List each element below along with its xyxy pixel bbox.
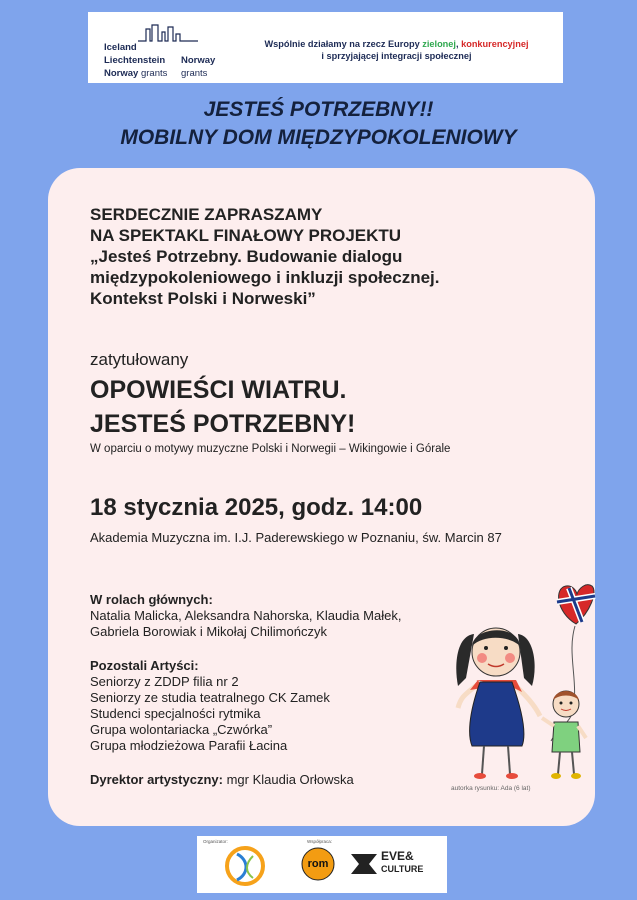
logo-norway-grants xyxy=(104,68,167,79)
artist-item: Studenci specjalności rytmika xyxy=(90,706,261,721)
event-venue: Akademia Muzyczna im. I.J. Paderewskiego w Poznaniu, św. Marcin 87 xyxy=(90,530,502,545)
director-name: mgr Klaudia Orłowska xyxy=(226,772,354,787)
organizer-label: Organizator: xyxy=(203,839,228,844)
eea-grants-logo xyxy=(104,23,224,79)
partner-label: Współpraca: xyxy=(307,839,333,844)
rom-logo-icon xyxy=(300,846,336,882)
headline-line-2: MOBILNY DOM MIĘDZYPOKOLENIOWY xyxy=(120,126,517,149)
lead-cast-line: Gabriela Borowiak i Mikołaj Chilimończyk xyxy=(90,624,327,639)
poster-card xyxy=(48,168,595,826)
logo-liechtenstein: Liechtenstein xyxy=(104,55,166,66)
invitation-text xyxy=(90,204,440,309)
other-artists xyxy=(90,658,330,754)
event-date: 18 stycznia 2025, godz. 14:00 xyxy=(90,494,423,521)
show-title-line-2: JESTEŚ POTRZEBNY! xyxy=(90,410,356,438)
slogan-red: konkurencyjnej xyxy=(461,39,529,49)
heart-balloon-icon xyxy=(557,585,595,624)
logo-norway-bold: Norway xyxy=(104,68,139,79)
rom-logo-text: rom xyxy=(307,858,329,870)
invitation-line: międzypokoleniowego i inkluzji społecznej. xyxy=(90,268,440,287)
slogan-line-1 xyxy=(234,38,559,50)
drawing-credit: autorka rysunku: Ada (6 lat) xyxy=(451,785,531,792)
eve-culture-logo xyxy=(381,850,423,876)
logo-grants: grants xyxy=(181,68,208,79)
invitation-line: SERDECZNIE ZAPRASZAMY xyxy=(90,205,323,224)
woman-figure-icon xyxy=(456,628,540,779)
headline-line-1: JESTEŚ POTRZEBNY!! xyxy=(203,98,434,121)
logo-grants-word: grants xyxy=(140,68,168,79)
invitation-line: NA SPEKTAKL FINAŁOWY PROJEKTU xyxy=(90,226,402,245)
eea-grants-banner xyxy=(88,12,563,83)
organizer-logo-icon xyxy=(223,844,267,888)
skyline-logo-icon xyxy=(138,23,198,43)
artist-item: Seniorzy ze studia teatralnego CK Zamek xyxy=(90,690,330,705)
artist-item: Seniorzy z ZDDP filia nr 2 xyxy=(90,674,239,689)
child-figure-icon xyxy=(542,691,586,779)
artist-item: Grupa wolontariacka „Czwórka” xyxy=(90,722,273,737)
lead-cast-line: Natalia Malicka, Aleksandra Nahorska, Klaudia Małek, xyxy=(90,608,402,623)
logo-norway: Norway xyxy=(181,55,216,66)
invitation-line: Kontekst Polski i Norweski” xyxy=(90,289,316,308)
slogan-part1: Wspólnie działamy na rzecz Europy xyxy=(264,39,420,49)
partner-logos xyxy=(197,836,447,893)
slogan-green: zielonej xyxy=(422,39,456,49)
artist-item: Grupa młodzieżowa Parafii Łacina xyxy=(90,738,288,753)
child-drawing-illustration xyxy=(406,576,596,786)
invitation-line: „Jesteś Potrzebny. Budowanie dialogu xyxy=(90,247,403,266)
lead-cast-heading: W rolach głównych: xyxy=(90,592,213,607)
other-artists-heading: Pozostali Artyści: xyxy=(90,658,199,673)
slogan-comma: , xyxy=(455,39,459,49)
show-title-line-1: OPOWIEŚCI WIATRU. xyxy=(90,376,347,404)
entitled-label: zatytułowany xyxy=(90,350,189,369)
show-subtitle: W oparciu o motywy muzyczne Polski i Norwegii – Wikingowie i Górale xyxy=(90,443,451,455)
banner-slogan xyxy=(234,38,559,62)
eve-culture-mark-icon xyxy=(349,850,379,878)
logo-iceland: Iceland xyxy=(104,42,137,53)
director-label: Dyrektor artystyczny: xyxy=(90,772,223,787)
slogan-line-2: i sprzyjającej integracji społecznej xyxy=(321,51,472,61)
eve-culture-line-2: CULTURE xyxy=(381,864,424,874)
lead-cast xyxy=(90,592,401,640)
director xyxy=(90,772,354,788)
eve-culture-line-1: EVE& xyxy=(381,849,414,863)
